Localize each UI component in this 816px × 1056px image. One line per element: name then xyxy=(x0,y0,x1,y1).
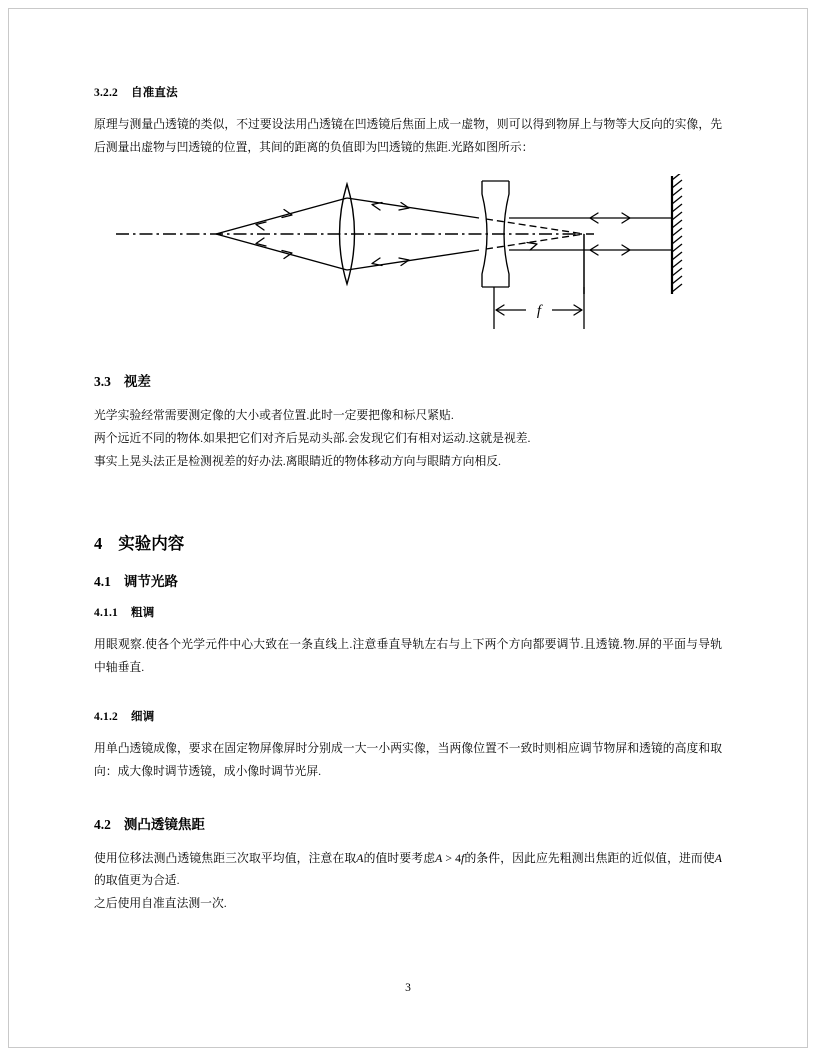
heading-3-2-2 xyxy=(94,84,722,100)
paragraph-4-2-line-2: 之后使用自准直法测一次. xyxy=(94,896,227,911)
heading-4-1-2-title: 细调 xyxy=(131,711,155,724)
paragraph-4-1-1: 用眼观察.使各个光学元件中心大致在一条直线上.注意垂直导轨左右与上下两个方向都要调节.且透镜.物.屏的平面与导轨中轴垂直. xyxy=(94,637,723,674)
heading-4-number: 4 xyxy=(94,534,103,554)
optical-path-svg xyxy=(94,174,722,344)
heading-4-1-1 xyxy=(94,604,722,620)
heading-4-1 xyxy=(94,570,722,590)
p42-text-d: 的取值更为合适. xyxy=(94,873,180,888)
p42-text-b: 的值时要考虑 xyxy=(363,850,436,865)
virtual-ray-lower xyxy=(486,234,584,249)
ray-upper-left xyxy=(216,198,347,234)
page-number: 3 xyxy=(405,982,411,994)
page-content xyxy=(94,84,722,931)
paragraph-3-3-line-1: 光学实验经常需要测定像的大小或者位置.此时一定要把像和标尺紧贴. xyxy=(94,408,454,423)
page-footer xyxy=(0,982,816,994)
ray-upper-mid xyxy=(347,198,479,218)
focal-length-label: f xyxy=(536,303,542,320)
p42-var-f: f xyxy=(461,850,465,865)
heading-3-2-2-number: 3.2.2 xyxy=(94,87,118,99)
ray-lower-left xyxy=(216,234,347,270)
plane-mirror xyxy=(672,174,682,294)
p42-text-a: 使用位移法测凸透镜焦距三次取平均值，注意在取 xyxy=(94,850,357,865)
heading-3-3-number: 3.3 xyxy=(94,374,111,390)
heading-4-1-title: 调节光路 xyxy=(123,574,178,590)
paragraph-4-2-line-1 xyxy=(94,847,722,892)
heading-4-2-number: 4.2 xyxy=(94,816,111,832)
heading-4-2-title: 测凸透镜焦距 xyxy=(123,816,205,832)
heading-3-3 xyxy=(94,370,722,390)
heading-4 xyxy=(94,530,722,554)
paragraph-3-3-line-3: 事实上晃头法正是检测视差的好办法.离眼睛近的物体移动方向与眼睛方向相反. xyxy=(94,453,501,468)
heading-3-3-title: 视差 xyxy=(123,374,151,390)
heading-3-2-2-title: 自准直法 xyxy=(131,87,178,99)
figure-autocollimation xyxy=(94,174,722,344)
p42-relation: > 4 xyxy=(442,850,462,865)
heading-4-title: 实验内容 xyxy=(118,534,185,554)
paragraph-4-1-2: 用单凸透镜成像，要求在固定物屏像屏时分别成一大一小两实像，当两像位置不一致时则相应调节物屏和透镜的高度和取向：成大像时调节透镜，成小像时调节光屏. xyxy=(94,741,722,779)
heading-4-1-2-number: 4.1.2 xyxy=(94,711,118,724)
p42-text-c: 的条件，因此应先粗测出焦距的近似值，进而使 xyxy=(464,850,715,865)
paragraph-3-3-line-2: 两个远近不同的物体.如果把它们对齐后晃动头部.会发现它们有相对运动.这就是视差. xyxy=(94,430,531,445)
paragraph-3-2-2: 原理与测量凸透镜的类似，不过要设法用凸透镜在凹透镜后焦面上成一虚物，则可以得到物屏上与物等大反向的实像，先后测量出虚物与凹透镜的位置，其间的距离的负值即为凹透镜的焦距.光路如图所示： xyxy=(94,117,722,154)
p42-var-A-3: A xyxy=(714,850,722,865)
virtual-ray-upper xyxy=(486,219,584,234)
heading-4-2 xyxy=(94,813,722,833)
heading-4-1-number: 4.1 xyxy=(94,574,111,590)
ray-lower-mid xyxy=(347,250,479,270)
heading-4-1-1-number: 4.1.1 xyxy=(94,607,118,620)
p42-var-A-1: A xyxy=(356,850,364,865)
heading-4-1-1-title: 粗调 xyxy=(131,607,155,620)
heading-4-1-2 xyxy=(94,708,722,724)
p42-var-A-2: A xyxy=(435,850,443,865)
